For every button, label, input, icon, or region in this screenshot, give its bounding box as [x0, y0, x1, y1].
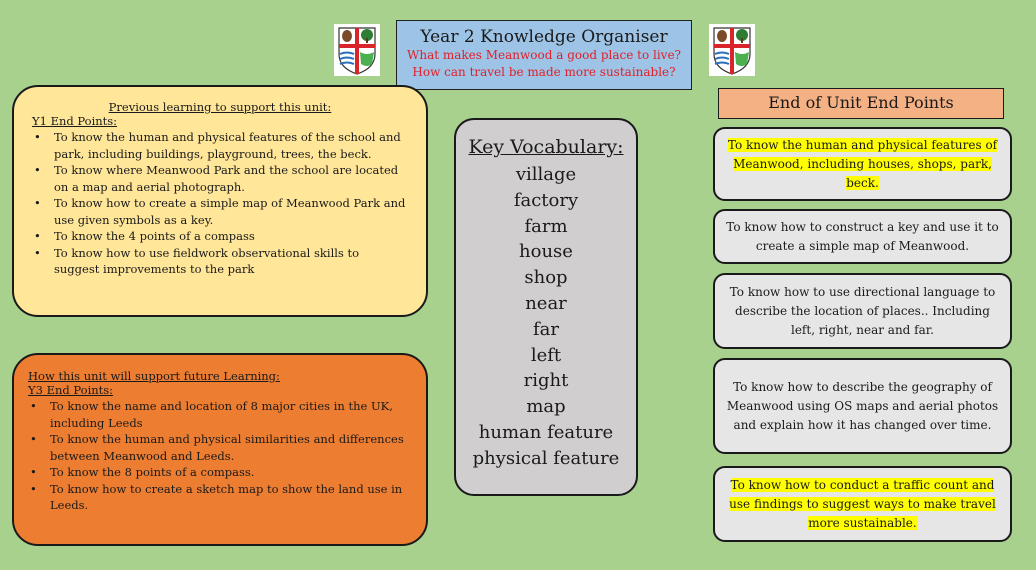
vocab-word: map	[526, 396, 566, 418]
vocab-word: shop	[524, 267, 568, 289]
end-point-card-3	[713, 273, 1012, 349]
future-learning-panel	[12, 353, 428, 546]
end-point-text: To know how to describe the geography of Meanwood using OS maps and aerial photos and explain how it has changed over time.	[726, 379, 999, 432]
school-crest-right	[709, 24, 755, 76]
future-learning-title: How this unit will support future Learning:	[28, 369, 280, 383]
list-item: • To know how to use fieldwork observational skills to suggest improvements to the park	[32, 245, 408, 278]
future-learning-list	[28, 398, 412, 514]
end-point-text: To know the human and physical features of Meanwood, including houses, shops, park, beck.	[727, 137, 998, 190]
key-vocabulary-panel	[454, 118, 638, 496]
end-point-card-1	[713, 127, 1012, 201]
list-item: • To know how to create a simple map of Meanwood Park and use given symbols as a key.	[32, 195, 408, 228]
end-point-card-2	[713, 209, 1012, 264]
list-item: • To know the human and physical features of the school and park, including buildings, playground, trees, the beck.	[32, 129, 408, 162]
vocab-word: house	[519, 241, 573, 263]
crest-icon	[334, 24, 380, 76]
list-item: • To know the 8 points of a compass.	[28, 464, 412, 481]
list-item: • To know how to create a sketch map to show the land use in Leeds.	[28, 481, 412, 514]
end-points-header: End of Unit End Points	[718, 88, 1004, 119]
vocab-word: village	[515, 164, 577, 185]
vocab-word: human feature	[478, 421, 614, 443]
vocab-word: right	[523, 370, 569, 392]
end-point-text: To know how to conduct a traffic count and use findings to suggest ways to make travel more sustainable.	[729, 477, 996, 530]
vocab-word: factory	[513, 189, 579, 211]
question-1: What makes Meanwood a good place to live?	[407, 48, 681, 62]
crest-icon	[709, 24, 755, 76]
list-item: • To know the 4 points of a compass	[32, 228, 408, 245]
list-item: • To know where Meanwood Park and the school are located on a map and aerial photograph.	[32, 162, 408, 195]
vocab-word: far	[533, 318, 559, 340]
list-item: • To know the human and physical similarities and differences between Meanwood and Leeds.	[28, 431, 412, 464]
future-learning-subtitle: Y3 End Points:	[28, 383, 114, 397]
title-box	[396, 20, 692, 90]
previous-learning-subtitle: Y1 End Points:	[32, 114, 118, 128]
question-2: How can travel be made more sustainable?	[412, 65, 676, 79]
list-item: • To know the name and location of 8 major cities in the UK, including Leeds	[28, 398, 412, 431]
previous-learning-list	[32, 129, 408, 278]
vocab-word: left	[530, 344, 562, 366]
vocab-word: farm	[524, 215, 568, 237]
end-point-text: To know how to construct a key and use it to create a simple map of Meanwood.	[726, 219, 999, 253]
school-crest-left	[334, 24, 380, 76]
previous-learning-panel	[12, 85, 428, 317]
vocab-word: physical feature	[472, 447, 620, 469]
vocab-word: near	[525, 292, 567, 314]
page-title: Year 2 Knowledge Organiser	[420, 27, 668, 47]
key-vocabulary-title: Key Vocabulary:	[468, 136, 624, 158]
end-point-text: To know how to use directional language to describe the location of places.. Including left, right, near and far.	[729, 284, 996, 337]
end-point-card-4	[713, 358, 1012, 454]
end-point-card-5	[713, 466, 1012, 542]
previous-learning-title: Previous learning to support this unit:	[108, 100, 332, 114]
